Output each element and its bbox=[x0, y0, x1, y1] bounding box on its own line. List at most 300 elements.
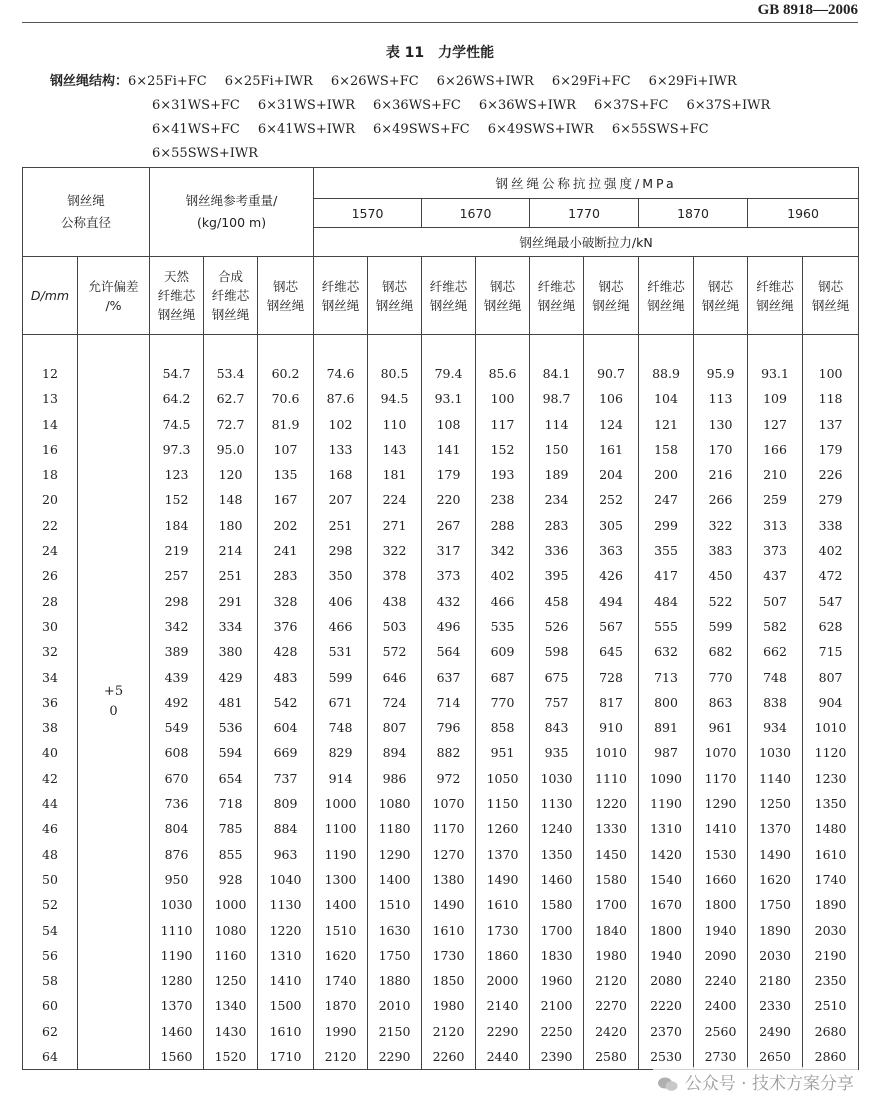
cell-value: 1080 bbox=[214, 922, 247, 938]
cell-value: 74.5 bbox=[162, 416, 191, 432]
cell-value: 53.4 bbox=[216, 366, 245, 381]
cell-value: 214 bbox=[218, 543, 243, 559]
cell-value: 914 bbox=[328, 770, 353, 786]
cell-value: 785 bbox=[218, 821, 243, 837]
cell-value: 1290 bbox=[378, 846, 411, 862]
cell-value: 417 bbox=[654, 568, 678, 584]
cell-value: 1850 bbox=[432, 973, 465, 989]
cell-value: 646 bbox=[382, 669, 407, 685]
cell-value: 2860 bbox=[814, 1049, 847, 1065]
cell-value: 363 bbox=[599, 543, 623, 559]
structure-item: 6×37S+FC bbox=[594, 98, 669, 113]
standard-code: GB 8918—2006 bbox=[757, 2, 858, 18]
cell-value: 34 bbox=[42, 669, 58, 685]
cell-value: 572 bbox=[382, 644, 407, 660]
structure-item: 6×31WS+IWR bbox=[257, 98, 355, 113]
col-steel-1570 bbox=[368, 335, 422, 1070]
cell-value: 1170 bbox=[432, 821, 465, 837]
cell-value: 1860 bbox=[486, 947, 519, 963]
structure-item: 6×36WS+IWR bbox=[478, 98, 576, 113]
cell-value: 259 bbox=[763, 492, 787, 508]
cell-value: 298 bbox=[328, 543, 353, 559]
cell-value: 120 bbox=[218, 467, 243, 483]
cell-value: 2140 bbox=[486, 998, 519, 1014]
cell-value: 1610 bbox=[432, 922, 465, 938]
cell-value: 16 bbox=[42, 441, 58, 457]
cell-value: 662 bbox=[763, 644, 787, 660]
cell-value: 1130 bbox=[540, 796, 573, 812]
cell-value: 108 bbox=[436, 416, 461, 432]
cell-value: 2560 bbox=[704, 1023, 737, 1039]
cell-value: 555 bbox=[654, 618, 678, 634]
cell-value: 241 bbox=[273, 543, 298, 559]
cell-value: 1310 bbox=[269, 947, 302, 963]
cell-value: 107 bbox=[273, 441, 298, 457]
cell-value: 582 bbox=[763, 618, 787, 634]
rope-structure-list bbox=[50, 70, 860, 166]
structure-line-3 bbox=[50, 118, 860, 142]
col-d bbox=[23, 335, 78, 1070]
cell-value: 1340 bbox=[214, 998, 247, 1014]
cell-value: 184 bbox=[164, 517, 189, 533]
strength-1960: 1960 bbox=[748, 199, 859, 228]
cell-value: 1730 bbox=[486, 922, 519, 938]
cell-value: 1980 bbox=[432, 998, 465, 1014]
cell-value: 100 bbox=[490, 391, 515, 407]
cell-value: 336 bbox=[544, 543, 569, 559]
cell-value: 2190 bbox=[814, 947, 847, 963]
cell-value: 1960 bbox=[540, 973, 573, 989]
cell-value: 1610 bbox=[486, 897, 519, 913]
cell-value: 2390 bbox=[540, 1049, 573, 1065]
cell-value: 1030 bbox=[759, 745, 791, 761]
cell-value: 507 bbox=[763, 593, 787, 609]
cell-value: 987 bbox=[654, 745, 678, 761]
cell-value: 986 bbox=[382, 770, 407, 786]
cell-value: 216 bbox=[708, 467, 733, 483]
cell-value: 81.9 bbox=[271, 416, 300, 432]
cell-value: 894 bbox=[382, 745, 407, 761]
cell-value: 121 bbox=[654, 416, 678, 432]
cell-value: 1130 bbox=[269, 897, 302, 913]
cell-value: 350 bbox=[328, 568, 353, 584]
fiber-core-1870-header: 纤维芯 钢丝绳 bbox=[639, 257, 694, 335]
cell-value: 2260 bbox=[432, 1049, 465, 1065]
cell-value: 334 bbox=[218, 618, 243, 634]
cell-value: 1160 bbox=[214, 947, 247, 963]
cell-value: 466 bbox=[490, 593, 515, 609]
cell-value: 1800 bbox=[704, 897, 737, 913]
d-mm-header: D/mm bbox=[23, 257, 78, 335]
cell-value: 2290 bbox=[486, 1023, 519, 1039]
cell-value: 1940 bbox=[704, 922, 737, 938]
cell-value: 1350 bbox=[540, 846, 573, 862]
cell-value: 1530 bbox=[704, 846, 737, 862]
structure-line-1 bbox=[50, 70, 860, 94]
cell-value: 1400 bbox=[324, 897, 357, 913]
synthetic-fiber-core-header: 合成 纤维芯 钢丝绳 bbox=[204, 257, 258, 335]
cell-value: 2250 bbox=[540, 1023, 573, 1039]
cell-value: 1220 bbox=[595, 796, 627, 812]
cell-value: 152 bbox=[490, 441, 515, 457]
cell-value: 1080 bbox=[378, 796, 411, 812]
cell-value: 1880 bbox=[378, 973, 411, 989]
structure-item: 6×26WS+IWR bbox=[436, 74, 534, 89]
cell-value: 1450 bbox=[595, 846, 627, 862]
cell-value: 207 bbox=[328, 492, 353, 508]
cell-value: 1560 bbox=[160, 1049, 193, 1065]
cell-value: 675 bbox=[544, 669, 569, 685]
cell-value: 109 bbox=[763, 391, 787, 407]
cell-value: 93.1 bbox=[761, 366, 789, 381]
tolerance-lower: 0 bbox=[109, 704, 118, 720]
cell-value: 210 bbox=[763, 467, 787, 483]
cell-value: 904 bbox=[818, 694, 843, 710]
cell-value: 2370 bbox=[650, 1023, 682, 1039]
cell-value: 80.5 bbox=[380, 366, 409, 381]
strength-1770: 1770 bbox=[530, 199, 639, 228]
cell-value: 14 bbox=[42, 416, 58, 432]
cell-value: 599 bbox=[328, 669, 353, 685]
cell-value: 1310 bbox=[650, 821, 682, 837]
cell-value: 60.2 bbox=[271, 366, 300, 381]
cell-value: 2270 bbox=[595, 998, 627, 1014]
cell-value: 2350 bbox=[814, 973, 847, 989]
cell-value: 637 bbox=[436, 669, 461, 685]
col-fiber-1770 bbox=[530, 335, 584, 1070]
tolerance-header: 允许偏差 /% bbox=[78, 257, 150, 335]
cell-value: 87.6 bbox=[326, 391, 355, 407]
cell-value: 373 bbox=[436, 568, 461, 584]
cell-value: 1260 bbox=[486, 821, 519, 837]
fiber-core-1770-header: 纤维芯 钢丝绳 bbox=[530, 257, 584, 335]
cell-value: 202 bbox=[273, 517, 298, 533]
watermark bbox=[653, 1067, 858, 1096]
cell-value: 18 bbox=[42, 467, 58, 483]
cell-value: 1510 bbox=[324, 922, 357, 938]
cell-value: 1030 bbox=[160, 897, 193, 913]
cell-value: 110 bbox=[382, 416, 407, 432]
cell-value: 317 bbox=[436, 543, 461, 559]
cell-value: 1010 bbox=[814, 720, 847, 736]
cell-value: 26 bbox=[42, 568, 58, 584]
cell-value: 687 bbox=[490, 669, 515, 685]
cell-value: 102 bbox=[328, 416, 353, 432]
cell-value: 189 bbox=[544, 467, 569, 483]
cell-value: 492 bbox=[164, 694, 189, 710]
cell-value: 535 bbox=[490, 618, 515, 634]
cell-value: 770 bbox=[708, 669, 733, 685]
cell-value: 1520 bbox=[214, 1049, 247, 1065]
cell-value: 58 bbox=[42, 973, 58, 989]
cell-value: 599 bbox=[708, 618, 733, 634]
cell-value: 670 bbox=[164, 770, 189, 786]
cell-value: 961 bbox=[708, 720, 733, 736]
cell-value: 1190 bbox=[650, 796, 682, 812]
cell-value: 2490 bbox=[759, 1023, 791, 1039]
cell-value: 503 bbox=[382, 618, 407, 634]
cell-value: 715 bbox=[818, 644, 843, 660]
cell-value: 42 bbox=[42, 770, 58, 786]
natural-fiber-core-header: 天然 纤维芯 钢丝绳 bbox=[150, 257, 204, 335]
cell-value: 748 bbox=[763, 669, 787, 685]
cell-value: 1190 bbox=[160, 947, 193, 963]
cell-value: 180 bbox=[218, 517, 243, 533]
strength-1570: 1570 bbox=[314, 199, 422, 228]
cell-value: 64.2 bbox=[162, 391, 191, 407]
cell-value: 152 bbox=[164, 492, 189, 508]
cell-value: 1370 bbox=[486, 846, 519, 862]
cell-value: 829 bbox=[328, 745, 353, 761]
cell-value: 60 bbox=[42, 998, 58, 1014]
cell-value: 1410 bbox=[269, 973, 302, 989]
cell-value: 56 bbox=[42, 947, 58, 963]
cell-value: 654 bbox=[218, 770, 243, 786]
cell-value: 714 bbox=[436, 694, 461, 710]
cell-value: 804 bbox=[164, 821, 189, 837]
col-fiber-1570 bbox=[314, 335, 368, 1070]
cell-value: 972 bbox=[436, 770, 461, 786]
cell-value: 383 bbox=[708, 543, 733, 559]
cell-value: 2080 bbox=[650, 973, 682, 989]
cell-value: 796 bbox=[436, 720, 461, 736]
cell-value: 1270 bbox=[432, 846, 465, 862]
cell-value: 257 bbox=[164, 568, 189, 584]
cell-value: 402 bbox=[490, 568, 515, 584]
watermark-text: 公众号 · 技术方案分享 bbox=[684, 1074, 854, 1094]
cell-value: 179 bbox=[436, 467, 461, 483]
steel-core-1570-header: 钢芯 钢丝绳 bbox=[368, 257, 422, 335]
cell-value: 438 bbox=[382, 593, 407, 609]
structure-line-4 bbox=[50, 142, 860, 166]
cell-value: 858 bbox=[490, 720, 515, 736]
cell-value: 2510 bbox=[814, 998, 847, 1014]
cell-value: 402 bbox=[818, 543, 843, 559]
cell-value: 95.9 bbox=[706, 366, 735, 381]
cell-value: 298 bbox=[164, 593, 189, 609]
cell-value: 737 bbox=[273, 770, 298, 786]
cell-value: 632 bbox=[654, 644, 678, 660]
structure-label: 钢丝绳结构： bbox=[50, 74, 129, 89]
cell-value: 1050 bbox=[486, 770, 519, 786]
cell-value: 200 bbox=[654, 467, 678, 483]
cell-value: 807 bbox=[818, 669, 843, 685]
cell-value: 24 bbox=[42, 543, 58, 559]
steel-core-weight-header: 钢芯 钢丝绳 bbox=[258, 257, 314, 335]
structure-item: 6×37S+IWR bbox=[686, 98, 771, 113]
cell-value: 1120 bbox=[814, 745, 847, 761]
cell-value: 40 bbox=[42, 745, 58, 761]
breaking-force-header: 钢丝绳最小破断拉力/kN bbox=[314, 228, 859, 257]
weight-header: 钢丝绳参考重量/ (kg/100 m) bbox=[150, 168, 314, 257]
structure-item: 6×26WS+FC bbox=[330, 74, 419, 89]
cell-value: 179 bbox=[818, 441, 843, 457]
cell-value: 536 bbox=[218, 720, 243, 736]
cell-value: 2440 bbox=[486, 1049, 519, 1065]
strength-header: 钢丝绳公称抗拉强度/MPa bbox=[314, 168, 859, 199]
table-title: 表 11 力学性能 bbox=[385, 45, 495, 61]
header-rule bbox=[22, 22, 858, 23]
cell-value: 313 bbox=[763, 517, 787, 533]
cell-value: 238 bbox=[490, 492, 515, 508]
col-weight-synthetic bbox=[204, 335, 258, 1070]
cell-value: 1180 bbox=[378, 821, 411, 837]
cell-value: 150 bbox=[544, 441, 569, 457]
cell-value: 1980 bbox=[595, 947, 627, 963]
cell-value: 542 bbox=[273, 694, 298, 710]
structure-item: 6×36WS+FC bbox=[373, 98, 461, 113]
cell-value: 713 bbox=[654, 669, 678, 685]
cell-value: 1510 bbox=[378, 897, 411, 913]
cell-value: 44 bbox=[42, 796, 58, 812]
cell-value: 342 bbox=[164, 618, 189, 634]
cell-value: 20 bbox=[42, 492, 58, 508]
cell-value: 531 bbox=[328, 644, 353, 660]
col-steel-1670 bbox=[476, 335, 530, 1070]
cell-value: 1010 bbox=[595, 745, 627, 761]
cell-value: 84.1 bbox=[542, 366, 571, 381]
cell-value: 181 bbox=[382, 467, 407, 483]
cell-value: 564 bbox=[436, 644, 461, 660]
cell-value: 90.7 bbox=[597, 366, 625, 381]
cell-value: 2120 bbox=[595, 973, 627, 989]
cell-value: 1070 bbox=[704, 745, 737, 761]
col-steel-1960 bbox=[803, 335, 859, 1070]
fiber-core-1570-header: 纤维芯 钢丝绳 bbox=[314, 257, 368, 335]
cell-value: 1040 bbox=[269, 871, 302, 887]
cell-value: 94.5 bbox=[380, 391, 409, 407]
cell-value: 95.0 bbox=[216, 441, 245, 457]
cell-value: 50 bbox=[42, 871, 58, 887]
cell-value: 406 bbox=[328, 593, 353, 609]
cell-value: 117 bbox=[490, 416, 515, 432]
cell-value: 863 bbox=[708, 694, 733, 710]
cell-value: 1840 bbox=[595, 922, 627, 938]
cell-value: 219 bbox=[164, 543, 189, 559]
cell-value: 1300 bbox=[324, 871, 357, 887]
tolerance-cell bbox=[78, 335, 150, 1070]
cell-value: 267 bbox=[436, 517, 461, 533]
cell-value: 143 bbox=[382, 441, 407, 457]
cell-value: 1500 bbox=[269, 998, 302, 1014]
cell-value: 32 bbox=[42, 644, 58, 660]
cell-value: 380 bbox=[218, 644, 243, 660]
cell-value: 2420 bbox=[595, 1023, 627, 1039]
cell-value: 1480 bbox=[814, 821, 847, 837]
strength-1670: 1670 bbox=[422, 199, 530, 228]
cell-value: 118 bbox=[818, 391, 843, 407]
cell-value: 2100 bbox=[540, 998, 573, 1014]
cell-value: 72.7 bbox=[216, 416, 245, 432]
col-steel-1770 bbox=[584, 335, 639, 1070]
cell-value: 2000 bbox=[486, 973, 519, 989]
cell-value: 809 bbox=[273, 796, 298, 812]
cell-value: 2220 bbox=[650, 998, 682, 1014]
cell-value: 935 bbox=[544, 745, 569, 761]
cell-value: 567 bbox=[599, 618, 623, 634]
cell-value: 2180 bbox=[759, 973, 791, 989]
cell-value: 322 bbox=[708, 517, 733, 533]
cell-value: 224 bbox=[382, 492, 407, 508]
cell-value: 963 bbox=[273, 846, 298, 862]
cell-value: 2030 bbox=[814, 922, 847, 938]
cell-value: 2030 bbox=[759, 947, 791, 963]
cell-value: 843 bbox=[544, 720, 569, 736]
cell-value: 161 bbox=[599, 441, 623, 457]
cell-value: 328 bbox=[273, 593, 298, 609]
cell-value: 428 bbox=[273, 644, 298, 660]
cell-value: 288 bbox=[490, 517, 515, 533]
cell-value: 437 bbox=[763, 568, 787, 584]
cell-value: 1740 bbox=[814, 871, 847, 887]
cell-value: 817 bbox=[599, 694, 623, 710]
cell-value: 389 bbox=[164, 644, 189, 660]
diameter-header: 钢丝绳 公称直径 bbox=[23, 168, 150, 257]
cell-value: 1220 bbox=[269, 922, 302, 938]
structure-item: 6×25Fi+FC bbox=[128, 74, 207, 89]
strength-1870: 1870 bbox=[639, 199, 748, 228]
cell-value: 1580 bbox=[540, 897, 573, 913]
structure-line-2 bbox=[50, 94, 860, 118]
cell-value: 373 bbox=[763, 543, 787, 559]
cell-value: 124 bbox=[599, 416, 623, 432]
cell-value: 104 bbox=[654, 391, 678, 407]
cell-value: 291 bbox=[218, 593, 243, 609]
cell-value: 1330 bbox=[595, 821, 627, 837]
cell-value: 1670 bbox=[650, 897, 682, 913]
cell-value: 166 bbox=[763, 441, 787, 457]
cell-value: 724 bbox=[382, 694, 407, 710]
cell-value: 950 bbox=[164, 871, 189, 887]
cell-value: 472 bbox=[818, 568, 843, 584]
cell-value: 2090 bbox=[704, 947, 737, 963]
cell-value: 891 bbox=[654, 720, 678, 736]
cell-value: 494 bbox=[599, 593, 623, 609]
structure-item: 6×49SWS+IWR bbox=[487, 122, 594, 137]
cell-value: 1460 bbox=[160, 1023, 193, 1039]
cell-value: 1710 bbox=[269, 1049, 302, 1065]
cell-value: 36 bbox=[42, 694, 58, 710]
cell-value: 609 bbox=[490, 644, 515, 660]
cell-value: 628 bbox=[818, 618, 843, 634]
cell-value: 88.9 bbox=[652, 366, 680, 381]
cell-value: 1110 bbox=[160, 922, 193, 938]
cell-value: 251 bbox=[218, 568, 243, 584]
cell-value: 1750 bbox=[759, 897, 791, 913]
cell-value: 1230 bbox=[814, 770, 847, 786]
steel-core-1770-header: 钢芯 钢丝绳 bbox=[584, 257, 639, 335]
cell-value: 74.6 bbox=[326, 366, 355, 381]
wechat-icon bbox=[657, 1076, 679, 1092]
cell-value: 54 bbox=[42, 922, 58, 938]
cell-value: 54.7 bbox=[162, 366, 191, 381]
cell-value: 748 bbox=[328, 720, 353, 736]
cell-value: 28 bbox=[42, 593, 58, 609]
cell-value: 2150 bbox=[378, 1023, 411, 1039]
structure-item: 6×55SWS+IWR bbox=[152, 146, 259, 161]
cell-value: 1250 bbox=[759, 796, 791, 812]
cell-value: 1890 bbox=[759, 922, 791, 938]
cell-value: 718 bbox=[218, 796, 243, 812]
cell-value: 671 bbox=[328, 694, 353, 710]
structure-item: 6×55SWS+FC bbox=[611, 122, 709, 137]
cell-value: 2120 bbox=[432, 1023, 465, 1039]
cell-value: 1490 bbox=[432, 897, 465, 913]
cell-value: 395 bbox=[544, 568, 569, 584]
cell-value: 1350 bbox=[814, 796, 847, 812]
cell-value: 141 bbox=[436, 441, 461, 457]
cell-value: 807 bbox=[382, 720, 407, 736]
